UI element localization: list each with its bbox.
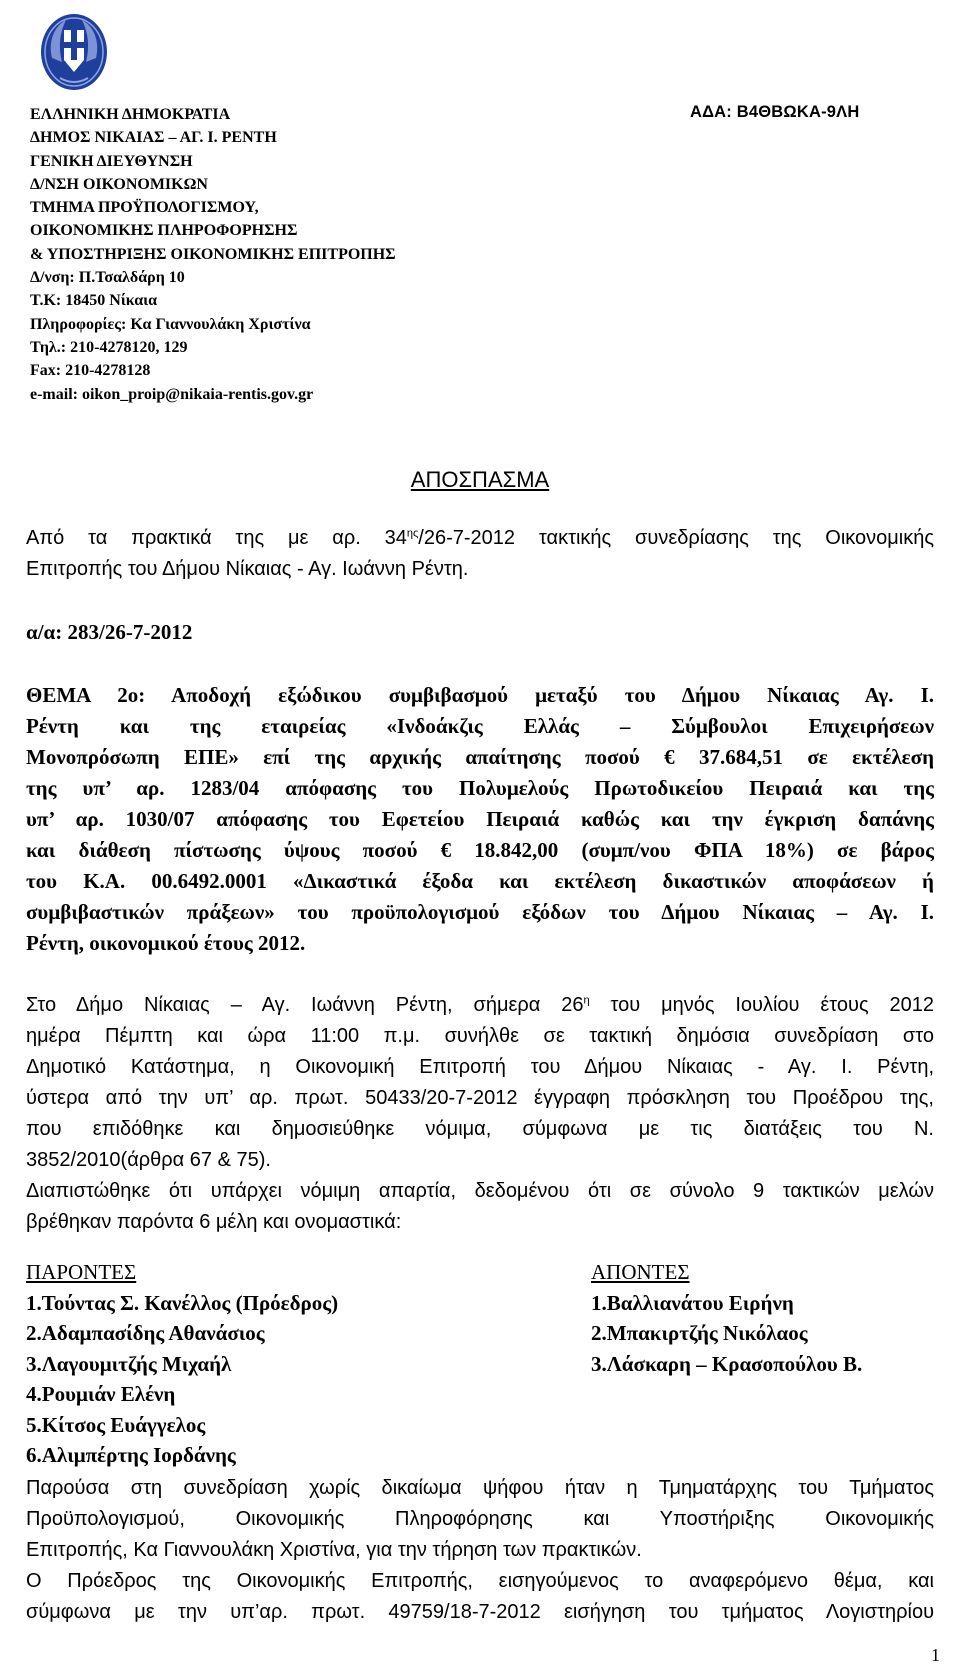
meeting-line: 3852/2010(άρθρα 67 & 75). xyxy=(26,1149,271,1171)
subject-line: ΘΕΜΑ 2ο: Αποδοχή εξώδικου συμβιβασμού μεταξύ του Δήμου Νίκαιας Αγ. Ι. xyxy=(26,683,934,707)
header-line: Fax: 210-4278128 xyxy=(30,362,151,380)
present-member: 5.Κίτσος Ευάγγελος xyxy=(26,1412,206,1437)
absent-member: 3.Λάσκαρη – Κρασοπούλου Β. xyxy=(591,1351,863,1376)
president-line: σύμφωνα με την υπ’αρ. πρωτ. 49759/18-7-2012 εισήγηση του τμήματος Λογιστηρίου xyxy=(26,1601,934,1623)
president-line: Ο Πρόεδρος της Οικονομικής Επιτροπής, εισηγούμενος το αναφερόμενο θέμα, και xyxy=(26,1570,934,1592)
header-line: ΔΗΜΟΣ ΝΙΚΑΙΑΣ – ΑΓ. Ι. ΡΕΝΤΗ xyxy=(30,129,277,147)
aa-number: α/α: 283/26-7-2012 xyxy=(26,620,193,644)
header-line: & ΥΠΟΣΤΗΡΙΞΗΣ ΟΙΚΟΝΟΜΙΚΗΣ ΕΠΙΤΡΟΠΗΣ xyxy=(30,245,396,263)
greek-republic-seal-icon xyxy=(38,6,110,94)
present-members-list xyxy=(26,1257,338,1471)
meeting-line: ύστερα από την υπ’ αρ. πρωτ. 50433/20-7-2012 έγγραφη πρόσκληση του Προέδρου της, xyxy=(26,1087,934,1109)
secretary-paragraph xyxy=(26,1473,934,1628)
header-line: ΟΙΚΟΝΟΜΙΚΗΣ ΠΛΗΡΟΦΟΡΗΣΗΣ xyxy=(30,222,298,240)
ada-code: ΑΔΑ: Β4ΘΒΩΚΑ-9ΛΗ xyxy=(690,103,860,121)
absent-member: 2.Μπακιρτζής Νικόλαος xyxy=(591,1321,808,1345)
intro-line: Από τα πρακτικά της με αρ. $34^{\eta\varsigma}/26-7-2012$ τακτικής συνεδρίασης της Οικονομικής xyxy=(26,527,934,549)
quorum-line: βρέθηκαν παρόντα 6 μέλη και ονομαστικά: xyxy=(26,1211,402,1233)
meeting-line: Δημοτικό Κατάστημα, η Οικονομική Επιτροπή του Δήμου Νίκαιας - Αγ. Ι. Ρέντη, xyxy=(26,1056,934,1078)
subject-line: Ρέντη και της εταιρείας «Ινδοάκζις Ελλάς – Σύμβουλοι Επιχειρήσεων xyxy=(26,714,934,738)
header-line: Δ/νση: Π.Τσαλδάρη 10 xyxy=(30,269,185,287)
quorum-line: Διαπιστώθηκε ότι υπάρχει νόμιμη απαρτία, δεδομένου ότι σε σύνολο 9 τακτικών μελών xyxy=(26,1180,934,1202)
header-line: ΤΜΗΜΑ ΠΡΟΫΠΟΛΟΓΙΣΜΟΥ, xyxy=(30,199,259,217)
page-number: 1 xyxy=(931,1645,940,1665)
subject-paragraph xyxy=(26,680,934,959)
subject-line: του Κ.Α. 00.6492.0001 «Δικαστικά έξοδα και εκτέλεση δικαστικών αποφάσεων ή xyxy=(26,869,934,893)
secretary-line: Επιτροπής, Κα Γιαννουλάκη Χριστίνα, για την τήρηση των πρακτικών. xyxy=(26,1539,642,1561)
subject-line: Μονοπρόσωπη ΕΠΕ» επί της αρχικής απαίτησης ποσού € 37.684,51 σε εκτέλεση xyxy=(26,745,934,769)
secretary-line: Προϋπολογισμού, Οικονομικής Πληροφόρησης και Υποστήριξης Οικονομικής xyxy=(26,1508,934,1530)
header-line: ΓΕΝΙΚΗ ΔΙΕΥΘΥΝΣΗ xyxy=(30,152,193,170)
subject-line: και διάθεση πίστωσης ύψους ποσού € 18.842,00 (συμπ/νου ΦΠΑ 18%) σε βάρος xyxy=(26,838,934,862)
header-line: e-mail: oikon_proip@nikaia-rentis.gov.gr xyxy=(30,385,314,403)
present-member: 1.Τούντας Σ. Κανέλλος (Πρόεδρος) xyxy=(26,1290,339,1315)
intro-line: Επιτροπής του Δήμου Νίκαιας - Αγ. Ιωάννη Ρέντη. xyxy=(26,558,469,580)
meeting-line: ημέρα Πέμπτη και ώρα 11:00 π.μ. συνήλθε σε τακτική δημόσια συνεδρίαση στο xyxy=(26,1025,934,1047)
subject-line: υπ’ αρ. 1030/07 απόφασης του Εφετείου Πειραιά καθώς και την έγκριση δαπάνης xyxy=(26,807,934,831)
subject-line: συμβιβαστικών πράξεων» του προϋπολογισμού εξόδων του Δήμου Νίκαιας – Αγ. Ι. xyxy=(26,900,934,924)
subject-line: της υπ’ αρ. 1283/04 απόφασης του Πολυμελούς Πρωτοδικείου Πειραιά και της xyxy=(26,776,934,800)
header-line: Πληροφορίες: Κα Γιαννουλάκη Χριστίνα xyxy=(30,315,311,333)
present-member: 2.Αδαμπασίδης Αθανάσιος xyxy=(26,1321,265,1345)
document-title: ΑΠΟΣΠΑΣΜΑ xyxy=(410,467,550,492)
meeting-line: Στο Δήμο Νίκαιας – Αγ. Ιωάννη Ρέντη, σήμερα $26^\eta$ του μηνός Ιουλίου έτους 2012 xyxy=(26,994,934,1016)
absent-members-list xyxy=(591,1257,862,1379)
header-line: ΕΛΛΗΝΙΚΗ ΔΗΜΟΚΡΑΤΙΑ xyxy=(30,106,231,123)
issuer-header xyxy=(30,103,396,406)
present-member: 3.Λαγουμιτζής Μιχαήλ xyxy=(26,1351,232,1376)
meeting-paragraph xyxy=(26,990,934,1238)
absent-member: 1.Βαλλιανάτου Ειρήνη xyxy=(591,1290,794,1315)
secretary-line: Παρούσα στη συνεδρίαση χωρίς δικαίωμα ψήφου ήταν η Τμηματάρχης του Τμήματος xyxy=(26,1477,934,1499)
present-member: 6.Αλιμπέρτης Ιορδάνης xyxy=(26,1443,236,1467)
present-member: 4.Ρουμιάν Ελένη xyxy=(26,1382,176,1406)
meeting-line: που επιδόθηκε και δημοσιεύθηκε νόμιμα, σύμφωνα με τις διατάξεις του Ν. xyxy=(26,1118,934,1140)
header-line: Τηλ.: 210-4278120, 129 xyxy=(30,338,188,356)
subject-line: Ρέντη, οικονομικού έτους 2012. xyxy=(26,931,306,955)
absent-heading: ΑΠΟΝΤΕΣ xyxy=(591,1260,690,1284)
present-heading: ΠΑΡΟΝΤΕΣ xyxy=(26,1260,137,1284)
header-line: Δ/ΝΣΗ ΟΙΚΟΝΟΜΙΚΩΝ xyxy=(30,175,208,193)
intro-paragraph xyxy=(26,523,934,585)
header-line: Τ.Κ: 18450 Νίκαια xyxy=(30,292,158,310)
